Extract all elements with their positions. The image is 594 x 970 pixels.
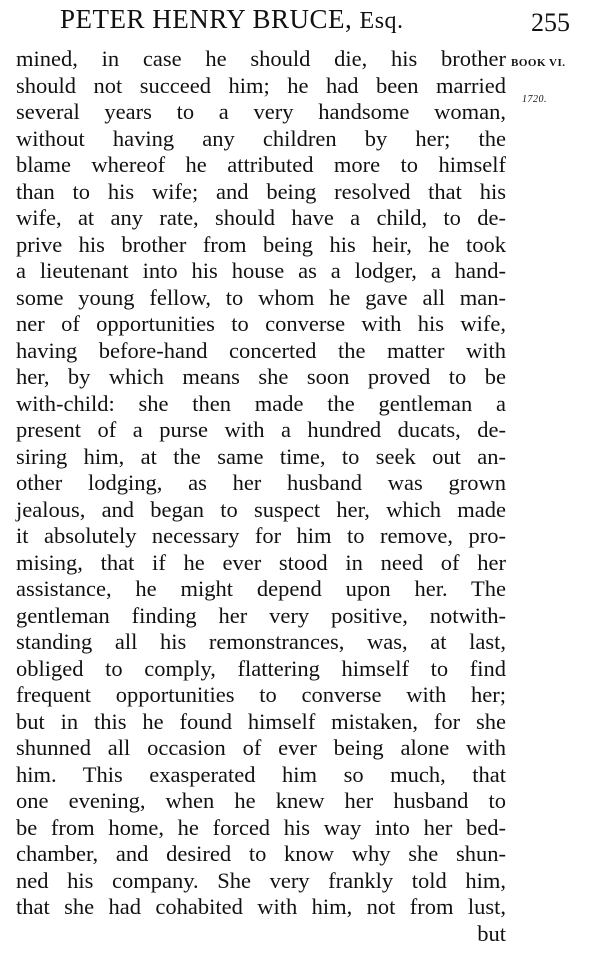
margin-note-year: 1720.	[522, 94, 547, 105]
body-text	[16, 46, 506, 947]
text-line: jealous, and began to suspect her, which made	[16, 496, 506, 522]
running-title-suffix: Esq.	[359, 8, 404, 34]
text-line: obliged to comply, flattering himself to find	[16, 655, 506, 681]
text-line: present of a purse with a hundred ducats, de-	[16, 417, 506, 442]
text-line: with-child: she then made the gentleman a	[16, 390, 506, 416]
text-line: ned his company. She very frankly told him,	[16, 867, 506, 893]
margin-note-book: BOOK VI.	[511, 57, 566, 69]
text-line: frequent opportunities to converse with her;	[16, 682, 506, 707]
page-number: 255	[531, 8, 570, 37]
text-line: mising, that if he ever stood in need of her	[16, 549, 506, 575]
text-line: prive his brother from being his heir, he took	[16, 231, 506, 257]
text-line: several years to a very handsome woman,	[16, 99, 506, 124]
text-line: but in this he found himself mistaken, for she	[16, 708, 506, 734]
text-line: mined, in case he should die, his brother	[16, 46, 506, 71]
text-line: a lieutenant into his house as a lodger, a hand-	[16, 258, 506, 283]
text-line: chamber, and desired to know why she shun-	[16, 841, 506, 866]
text-line: him. This exasperated him so much, that	[16, 761, 506, 787]
text-line: some young fellow, to whom he gave all man-	[16, 284, 506, 310]
text-line: wife, at any rate, should have a child, to de-	[16, 205, 506, 230]
text-line: her, by which means she soon proved to be	[16, 364, 506, 389]
text-line: than to his wife; and being resolved that his	[16, 178, 506, 204]
text-line: assistance, he might depend upon her. The	[16, 576, 506, 601]
text-line: gentleman finding her very positive, notwith-	[16, 602, 506, 628]
running-title: PETER HENRY BRUCE,	[60, 4, 353, 34]
text-line: that she had cohabited with him, not from lust,	[16, 894, 506, 919]
text-line: other lodging, as her husband was grown	[16, 470, 506, 495]
text-line: be from home, he forced his way into her bed-	[16, 814, 506, 840]
text-line: it absolutely necessary for him to remove, pro-	[16, 523, 506, 548]
text-line: one evening, when he knew her husband to	[16, 788, 506, 813]
running-head	[60, 4, 404, 35]
catchword: but	[477, 920, 506, 946]
text-line: siring him, at the same time, to seek out an-	[16, 443, 506, 469]
text-line: shunned all occasion of ever being alone with	[16, 735, 506, 760]
text-line: standing all his remonstrances, was, at last,	[16, 629, 506, 654]
text-line: blame whereof he attributed more to himself	[16, 152, 506, 177]
text-line: ner of opportunities to converse with his wife,	[16, 311, 506, 336]
text-line: should not succeed him; he had been married	[16, 72, 506, 98]
text-line: having before-hand concerted the matter with	[16, 337, 506, 363]
text-line: without having any children by her; the	[16, 125, 506, 151]
